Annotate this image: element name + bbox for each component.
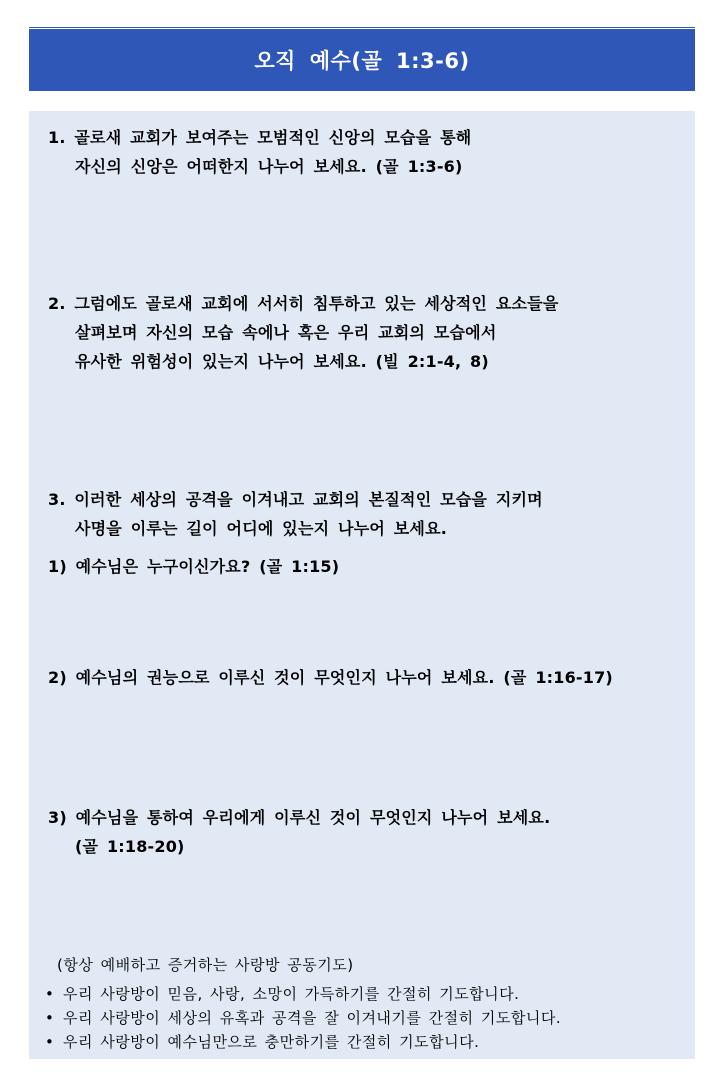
- question-1-line-1: 1. 골로새 교회가 보여주는 모범적인 신앙의 모습을 통해: [48, 128, 472, 147]
- header-top-rule: [29, 27, 695, 28]
- question-2-line-2: 살펴보며 자신의 모습 속에나 혹은 우리 교회의 모습에서: [75, 323, 497, 342]
- prayer-item: [45, 984, 519, 1004]
- question-3-line-2: 사명을 이루는 길이 어디에 있는지 나누어 보세요.: [75, 519, 448, 538]
- bullet-icon: •: [45, 1009, 55, 1027]
- sub-question-2: 2) 예수님의 권능으로 이루신 것이 무엇인지 나누어 보세요. (골 1:16-17): [48, 668, 613, 687]
- title-banner: [29, 29, 695, 91]
- question-1-line-2: 자신의 신앙은 어떠한지 나누어 보세요. (골 1:3-6): [75, 157, 463, 176]
- sub-question-3-line-2: (골 1:18-20): [75, 837, 185, 856]
- prayer-title: (항상 예배하고 증거하는 사랑방 공동기도): [57, 956, 354, 974]
- bullet-icon: •: [45, 1033, 55, 1051]
- page-title: 오직 예수(골 1:3-6): [254, 49, 470, 73]
- question-3-line-1: 3. 이러한 세상의 공격을 이겨내고 교회의 본질적인 모습을 지키며: [48, 490, 543, 509]
- prayer-item: [45, 1008, 561, 1028]
- question-2-line-3: 유사한 위험성이 있는지 나누어 보세요. (빌 2:1-4, 8): [75, 352, 489, 371]
- sub-question-1: 1) 예수님은 누구이신가요? (골 1:15): [48, 557, 340, 576]
- prayer-item: [45, 1032, 479, 1052]
- sub-question-3-line-1: 3) 예수님을 통하여 우리에게 이루신 것이 무엇인지 나누어 보세요.: [48, 808, 551, 827]
- prayer-item-text: 우리 사랑방이 예수님만으로 충만하기를 간절히 기도합니다.: [63, 1033, 480, 1051]
- question-panel: [29, 111, 695, 1059]
- bullet-icon: •: [45, 985, 55, 1003]
- prayer-item-text: 우리 사랑방이 세상의 유혹과 공격을 잘 이겨내기를 간절히 기도합니다.: [63, 1009, 562, 1027]
- question-2-line-1: 2. 그럼에도 골로새 교회에 서서히 침투하고 있는 세상적인 요소들을: [48, 294, 559, 313]
- prayer-item-text: 우리 사랑방이 믿음, 사랑, 소망이 가득하기를 간절히 기도합니다.: [63, 985, 520, 1003]
